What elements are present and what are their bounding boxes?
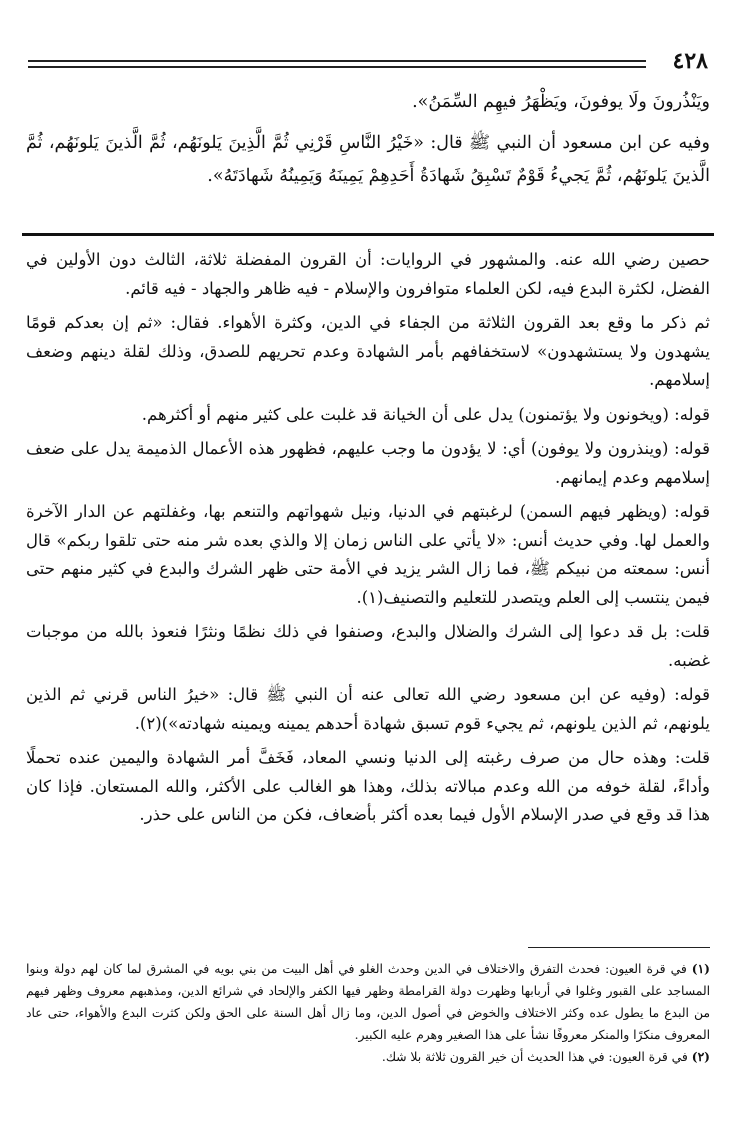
footnote-text: في قرة العيون: في هذا الحديث أن خير القرون ثلاثة بلا شك.	[381, 1050, 688, 1064]
page-number: ٤٢٨	[672, 48, 708, 74]
header-rule	[28, 60, 646, 62]
commentary-paragraph: قوله: (ويخونون ولا يؤتمنون) يدل على أن الخيانة قد غلبت على كثير منهم أو أكثرهم.	[141, 404, 710, 424]
footnote-divider	[528, 947, 710, 948]
commentary-text	[26, 246, 710, 836]
footnote-text: في قرة العيون: فحدث التفرق والاختلاف في الدين وحدث الغلو في أهل البيت من بني بويه في المشرق لما كان لهم دولة وبنوا المساجد على القبور وغلوا في أربابها وظهرت دولة القرامطة وظهر فيها الكفر والإلحاد في شرائع الدين، ومذهبهم معروف وظهر فيهم من البدع ما يطول عده وكثر الاختلاف والخوض في أصول الدين، وما زال أهل السنة على الحق ولكن كثرت البدع والأهواء، حتى عاد المعروف منكرًا والمنكر معروفًا نشأ على هذا الصغير وهرم عليه الكبير.	[26, 962, 710, 1042]
commentary-paragraph: ثم ذكر ما وقع بعد القرون الثلاثة من الجفاء في الدين، وكثرة الأهواء. فقال: «ثم إن بعدكم قومًا يشهدون ولا يستشهدون» لاستخفافهم بأمر الشهادة وعدم تحريهم للصدق، وذلك لقلة دينهم وضعف إسلامهم.	[26, 313, 711, 389]
header-rule	[28, 66, 646, 68]
footnote-number: (١)	[691, 961, 710, 976]
footnote	[26, 1046, 710, 1068]
hadith-line: ويَنْذُرونَ ولَا يوفونَ، ويَظْهَرُ فيهِم السِّمَنُ».	[412, 92, 710, 112]
commentary-paragraph: قلت: وهذه حال من صرف رغبته إلى الدنيا ونسي المعاد، فَخَفَّ أمر الشهادة واليمين عنده تحملًا وأداءً، لقلة خوفه من الله وعدم مبالاته بذلك، وهذا هو الغالب على الأكثر، والله المستعان. فإذا كان هذا قد وقع في صدر الإسلام الأول فيما بعده أكثر بأضعاف، فكن من الناس على حذر.	[26, 748, 710, 824]
hadith-text	[26, 86, 710, 201]
footnotes	[26, 958, 710, 1068]
commentary-paragraph: قوله: (ويظهر فيهم السمن) لرغبتهم في الدنيا، ونيل شهواتهم والتنعم بها، وغفلتهم عن الدار الآخرة والعمل لها. وفي حديث أنس: «لا يأتي على الناس زمان إلا والذي بعده شر منه حتى تلقوا ربكم» قال أنس: سمعته من نبيكم ﷺ، فما زال الشر يزيد في الأمة حتى ظهر الشرك والبدع في كثير منهم حتى فيمن ينتسب إلى العلم ويتصدر للتعليم والتصنيف(١).	[26, 502, 710, 607]
footnote	[26, 958, 710, 1046]
commentary-paragraph: قوله: (وفيه عن ابن مسعود رضي الله تعالى عنه أن النبي ﷺ قال: «خيرُ الناس قرني ثم الذين يلونهم، ثم الذين يلونهم، ثم يجيء قوم تسبق شهادة أحدهم يمينه ويمينه شهادته»)(٢).	[26, 685, 710, 733]
commentary-paragraph: قوله: (وينذرون ولا يوفون) أي: لا يؤدون ما وجب عليهم، فظهور هذه الأعمال الذميمة يدل على ضعف إسلامهم وعدم إيمانهم.	[26, 439, 710, 487]
commentary-paragraph: قلت: بل قد دعوا إلى الشرك والضلال والبدع، وصنفوا في ذلك نظمًا ونثرًا فنعوذ بالله من موجبات غضبه.	[26, 622, 710, 670]
section-divider	[22, 233, 714, 236]
commentary-paragraph: حصين رضي الله عنه. والمشهور في الروايات: أن القرون المفضلة ثلاثة، الثالث دون الأولين في الفضل، لكثرة البدع فيه، لكن العلماء متوافرون والإسلام - فيه ظاهر والجهاد - فيه قائم.	[26, 250, 710, 298]
footnote-number: (٢)	[691, 1049, 710, 1064]
page-header	[28, 48, 708, 78]
hadith-line: وفيه عن ابن مسعود أن النبي ﷺ قال: «خَيْرُ النَّاسِ قَرْنِي ثُمَّ الَّذِينَ يَلونَهُم، ثُمَّ الَّذينَ يَلونَهُم، ثُمَّ الَّذينَ يَلونَهُم، ثُمَّ يَجيءُ قَوْمٌ تَسْبِقُ شَهادَةُ أَحَدِهِمْ يَمِينَهُ وَيَمِينُهُ شَهادَتَهُ».	[26, 133, 710, 186]
